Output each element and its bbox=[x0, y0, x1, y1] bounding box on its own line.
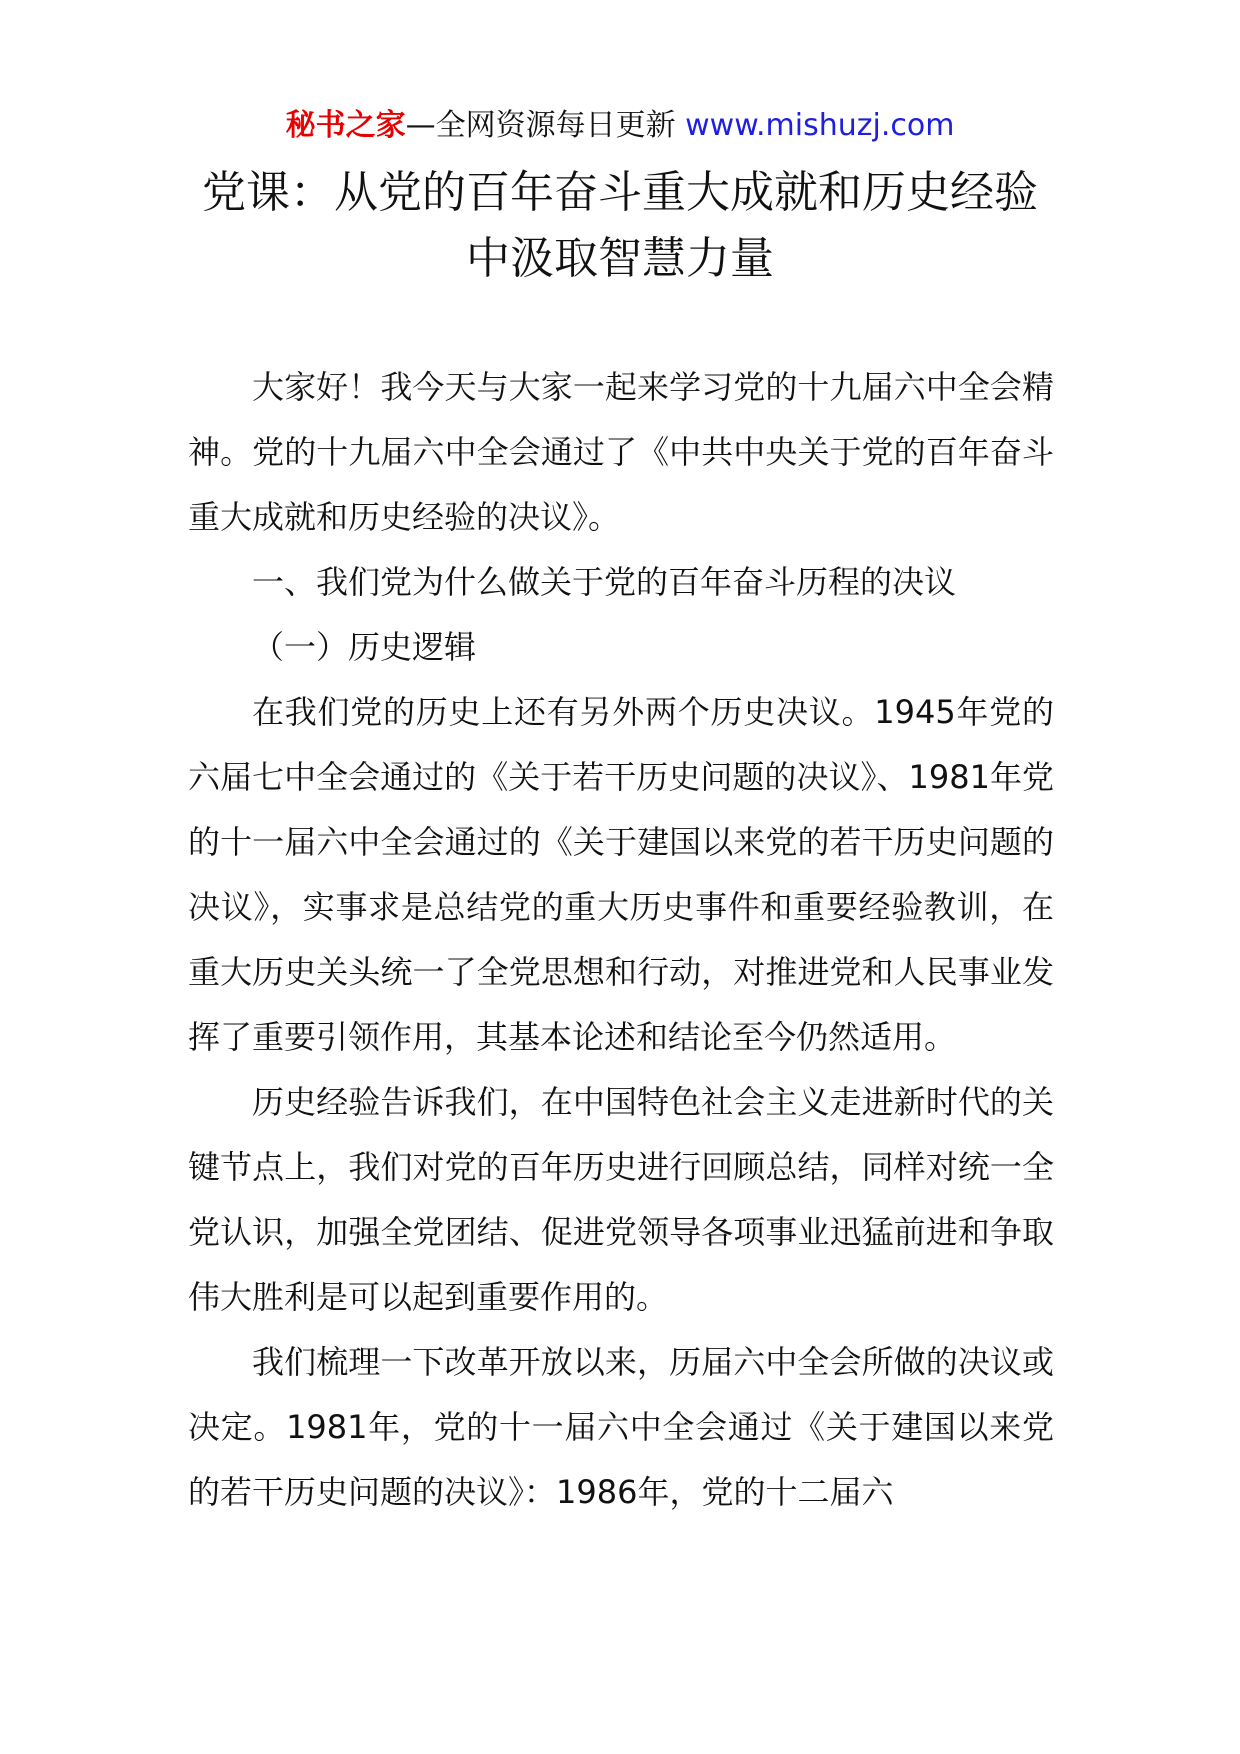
section-heading-1: 一、我们党为什么做关于党的百年奋斗历程的决议 bbox=[252, 563, 957, 601]
document-title: 党课：从党的百年奋斗重大成就和历史经验中汲取智慧力量 bbox=[202, 167, 1038, 284]
paragraph-intro: 大家好！我今天与大家一起来学习党的十九届六中全会精神。党的十九届六中全会通过了《中共中央关于党的百年奋斗重大成就和历史经验的决议》。 bbox=[188, 368, 1054, 536]
brand-name: 秘书之家 bbox=[285, 108, 406, 143]
document-body bbox=[188, 355, 1054, 1525]
subsection-heading-1: （一）历史逻辑 bbox=[252, 628, 477, 666]
paragraph-history-resolutions: 在我们党的历史上还有另外两个历史决议。1945年党的六届七中全会通过的《关于若干历史问题的决议》、1981年党的十一届六中全会通过的《关于建国以来党的若干历史问题的决议》，实事求是总结党的重大历史事件和重要经验教训，在重大历史关头统一了全党思想和行动，对推进党和人民事业发挥了重要引领作用，其基本论述和结论至今仍然适用。 bbox=[188, 693, 1054, 1056]
site-tagline: —全网资源每日更新 bbox=[405, 108, 686, 143]
paragraph-historical-experience: 历史经验告诉我们，在中国特色社会主义走进新时代的关键节点上，我们对党的百年历史进行回顾总结，同样对统一全党认识，加强全党团结、促进党领导各项事业迅猛前进和争取伟大胜利是可以起到重要作用的。 bbox=[188, 1083, 1054, 1316]
paragraph-sixth-plenums: 我们梳理一下改革开放以来，历届六中全会所做的决议或决定。1981年，党的十一届六中全会通过《关于建国以来党的若干历史问题的决议》：1986年，党的十二届六 bbox=[188, 1343, 1054, 1511]
site-url-link[interactable]: www.mishuzj.com bbox=[685, 108, 955, 143]
site-header bbox=[0, 106, 1240, 146]
